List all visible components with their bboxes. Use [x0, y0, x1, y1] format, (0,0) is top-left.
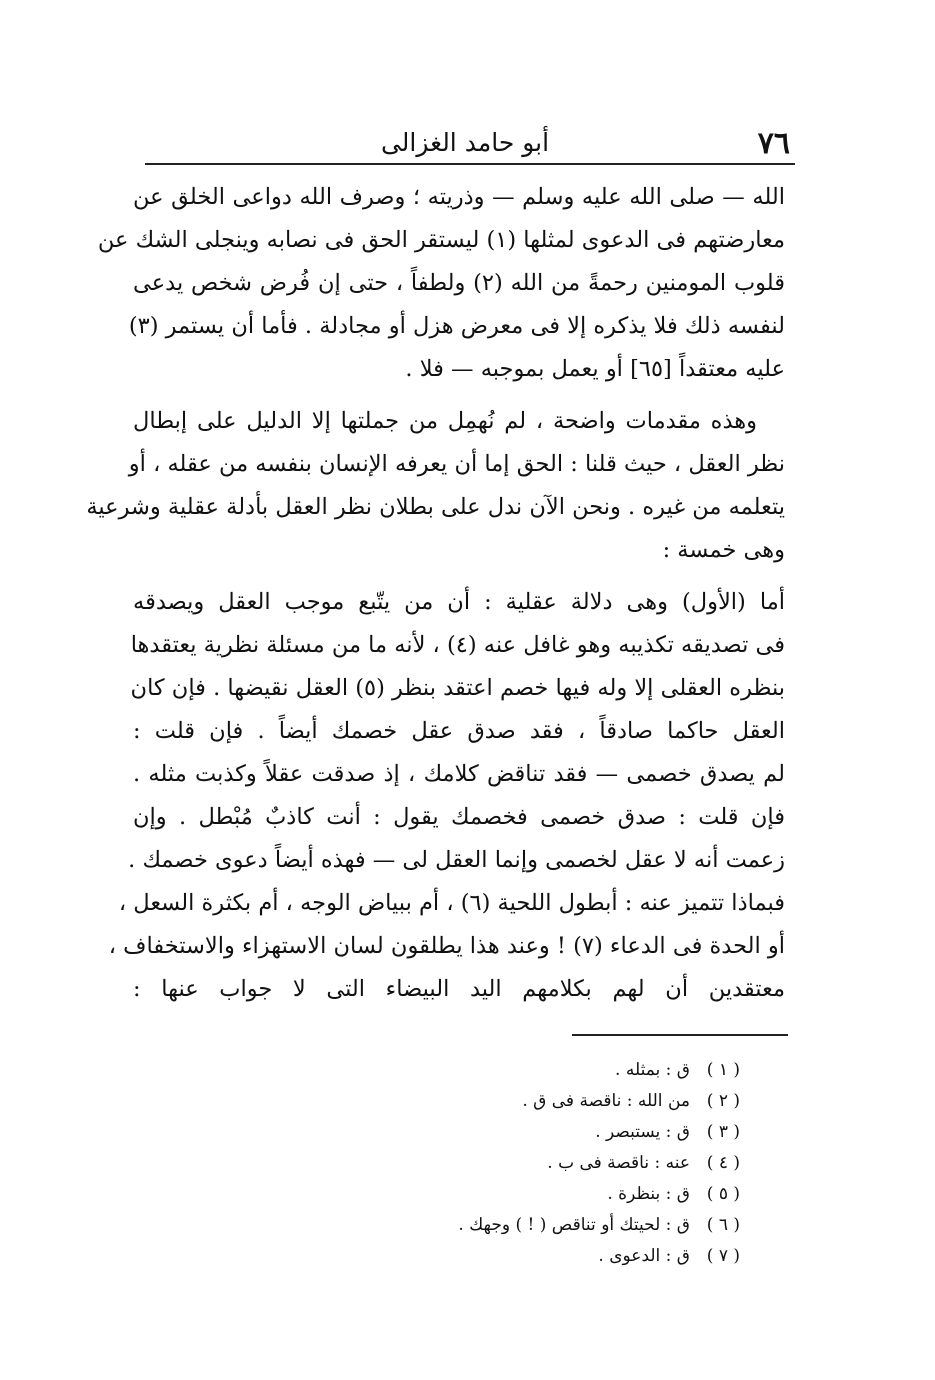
text-line: فى تصديقه تكذيبه وهو غافل عنه (٤) ، لأنه ما من مسئلة نظرية يعتقدها [130, 632, 785, 658]
header-rule [145, 163, 795, 165]
text-line: نظر العقل ، حيث قلنا : الحق إما أن يعرفه الإنسان بنفسه من عقله ، أو [128, 451, 785, 477]
text-line: فإن قلت : صدق خصمى فخصمك يقول : أنت كاذبٌ مُبْطل . وإن [133, 804, 785, 830]
footnote [320, 1086, 740, 1117]
footnote-number: ( ٢ ) [706, 1091, 740, 1111]
text-line: معارضتهم فى الدعوى لمثلها (١) ليستقر الحق فى نصابه وينجلى الشك عن [97, 227, 785, 253]
footnote-number: ( ٥ ) [706, 1184, 740, 1204]
footnote-number: ( ٣ ) [706, 1122, 740, 1142]
footnote-number: ( ١ ) [706, 1060, 740, 1080]
text-line: الله — صلى الله عليه وسلم — وذريته ؛ وصرف الله دواعى الخلق عن [133, 184, 785, 210]
page-header [140, 124, 790, 164]
text-line: وهذه مقدمات واضحة ، لم نُهمِل من جملتها إلا الدليل على إبطال [133, 408, 757, 434]
text-line: لم يصدق خصمى — فقد تناقض كلامك ، إذ صدقت عقلاً وكذبت مثله . [133, 761, 785, 787]
text-line: عليه معتقداً [٦٥] أو يعمل بموجبه — فلا . [405, 356, 785, 382]
text-line: زعمت أنه لا عقل لخصمى وإنما العقل لى — فهذه أيضاً دعوى خصمك . [128, 847, 785, 873]
footnote-text: من الله : ناقصة فى ق . [522, 1091, 690, 1111]
footnote-rule [572, 1034, 788, 1036]
footnote [320, 1117, 740, 1148]
footnote [320, 1241, 740, 1272]
text-line: قلوب المومنين رحمةً من الله (٢) ولطفاً ، حتى إن فُرض شخص يدعى [133, 270, 785, 296]
text-line: أما (الأول) وهى دلالة عقلية : أن من يتّبع موجب العقل ويصدقه [133, 589, 785, 615]
footnotes [320, 1055, 740, 1272]
text-line: يتعلمه من غيره . ونحن الآن ندل على بطلان نظر العقل بأدلة عقلية وشرعية [86, 494, 785, 520]
footnote-number: ( ٧ ) [706, 1246, 740, 1266]
text-line: بنظره العقلى إلا وله فيها خصم اعتقد بنظر (٥) العقل نقيضها . فإن كان [130, 675, 785, 701]
page-number: ٧٦ [757, 126, 790, 161]
main-text [86, 176, 785, 1011]
footnote [320, 1055, 740, 1086]
footnote [320, 1210, 740, 1241]
paragraph-1 [97, 176, 785, 391]
footnote-text: ق : لحيتك أو تناقص ( ! ) وجهك . [458, 1215, 690, 1235]
footnote-text: ق : بنظرة . [607, 1184, 690, 1204]
footnote-text: ق : الدعوى . [598, 1246, 690, 1266]
text-line: لنفسه ذلك فلا يذكره إلا فى معرض هزل أو مجادلة . فأما أن يستمر (٣) [128, 313, 785, 339]
text-line: العقل حاكما صادقاً ، فقد صدق عقل خصمك أيضاً . فإن قلت : [133, 718, 785, 744]
paragraph-2 [86, 400, 785, 572]
footnote-text: عنه : ناقصة فى ب . [547, 1153, 690, 1173]
text-line: وهى خمسة : [662, 537, 785, 563]
text-line: معتقدين أن لهم بكلامهم اليد البيضاء التى لا جواب عنها : [133, 976, 785, 1002]
paragraph-3 [108, 581, 785, 1011]
footnote-number: ( ٦ ) [706, 1215, 740, 1235]
running-head: أبو حامد الغزالى [380, 128, 550, 157]
text-line: فبماذا تتميز عنه : أبطول اللحية (٦) ، أم ببياض الوجه ، أم بكثرة السعل ، [118, 890, 785, 916]
footnote [320, 1148, 740, 1179]
text-line: أو الحدة فى الدعاء (٧) ! وعند هذا يطلقون لسان الاستهزاء والاستخفاف ، [108, 933, 785, 959]
footnote-text: ق : بمثله . [615, 1060, 690, 1080]
footnote-number: ( ٤ ) [706, 1153, 740, 1173]
footnote-text: ق : يستبصر . [595, 1122, 690, 1142]
footnote [320, 1179, 740, 1210]
